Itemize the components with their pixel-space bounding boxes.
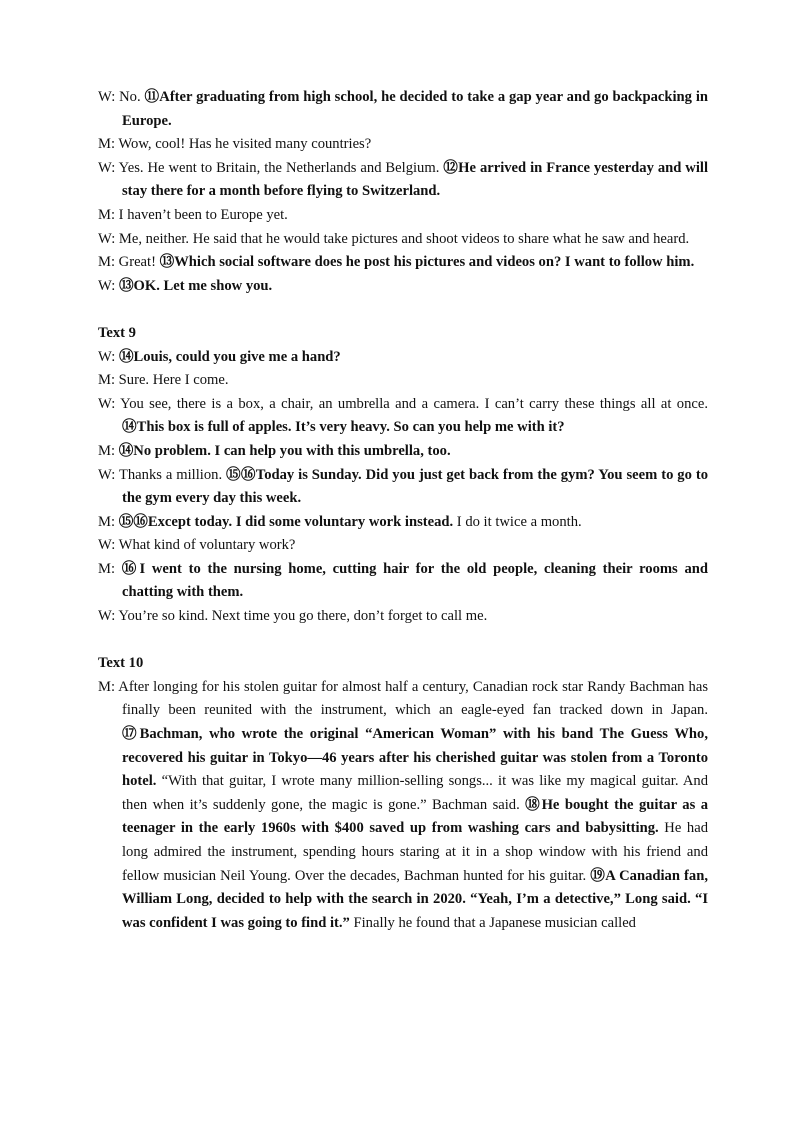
highlighted-text: ⑱He bought the guitar as a teenager in the early 1960s with $400 saved up from washing cars and babysitting. — [122, 796, 708, 837]
text-segment: M: Sure. Here I come. — [98, 372, 229, 389]
text-segment: W: — [98, 348, 119, 365]
highlighted-text: ⑪After graduating from high school, he decided to take a gap year and go backpacking in Europe. — [122, 89, 708, 129]
highlighted-text: ⑬Which social software does he post his pictures and videos on? I want to follow him. — [159, 254, 695, 271]
dialogue-line — [98, 534, 708, 558]
text-segment: W: Yes. He went to Britain, the Netherlands and Belgium. — [98, 159, 444, 176]
text-segment: W: You see, there is a box, a chair, an umbrella and a camera. I can’t carry these things all at once. — [98, 395, 708, 412]
dialogue-line — [98, 133, 708, 157]
text-segment: M: After longing for his stolen guitar for almost half a century, Canadian rock star Randy Bachman has finally been reunited with the instrument, which an eagle-eyed fan tracked down in Japan. — [98, 678, 708, 719]
highlighted-text: ⑮⑯Today is Sunday. Did you just get back from the gym? You seem to go to the gym every day this week. — [122, 466, 708, 507]
highlighted-text: ⑭This box is full of apples. It’s very heavy. So can you help me with it? — [122, 419, 565, 436]
dialogue-line — [98, 511, 708, 535]
dialogue-line — [98, 440, 708, 464]
dialogue-line — [98, 676, 708, 936]
section-spacer — [98, 298, 708, 322]
section-heading: Text 10 — [98, 655, 144, 672]
section-heading: Text 9 — [98, 324, 136, 341]
dialogue-line — [98, 558, 708, 605]
dialogue-line — [98, 393, 708, 440]
dialogue-line — [98, 228, 708, 252]
highlighted-text: ⑯I went to the nursing home, cutting hair for the old people, cleaning their rooms and chatting with them. — [121, 560, 708, 601]
text-segment: W: You’re so kind. Next time you go there, don’t forget to call me. — [98, 608, 488, 625]
dialogue-line — [98, 157, 708, 204]
dialogue-line — [98, 464, 708, 511]
text-segment: “With that guitar, I wrote many million-selling songs... it was like my magical guitar. And then when it’s suddenly gone, the magic is gone.” Bachman said. — [122, 773, 708, 813]
text-segment: M: — [98, 442, 119, 459]
dialogue-line — [98, 204, 708, 228]
highlighted-text: ⑫He arrived in France yesterday and will stay there for a month before flying to Switzerland. — [122, 159, 709, 200]
dialogue-line — [98, 369, 708, 393]
text-segment: M: I haven’t been to Europe yet. — [98, 206, 288, 223]
text-segment: W: No. — [98, 89, 145, 105]
dialogue-line — [98, 605, 708, 629]
text-segment: M: — [98, 560, 122, 577]
text-segment: He had long admired the instrument, spending hours staring at it in a shop window with his friend and fellow musician Neil Young. Over the decades, Bachman hunted for his guitar. — [122, 820, 708, 884]
highlighted-text: ⑮⑯Except today. I did some voluntary work instead. — [118, 513, 454, 530]
dialogue-line — [98, 275, 708, 299]
document-page — [98, 86, 708, 935]
section-spacer — [98, 629, 708, 653]
dialogue-line — [98, 346, 708, 370]
highlighted-text: ⑭No problem. I can help you with this umbrella, too. — [118, 442, 451, 459]
highlighted-text: ⑰Bachman, who wrote the original “American Woman” with his band The Guess Who, recovered his guitar in Tokyo—46 years after his cherished guitar was stolen from a Toronto hotel. — [122, 726, 708, 790]
dialogue-line — [98, 86, 708, 133]
text-segment: W: — [98, 277, 119, 294]
text-segment: M: — [98, 513, 119, 530]
text-segment: W: Thanks a million. — [98, 466, 227, 483]
text-segment: Finally he found that a Japanese musician called — [349, 914, 636, 931]
highlighted-text: ⑬OK. Let me show you. — [118, 277, 273, 294]
dialogue-line — [98, 251, 708, 275]
text-segment: I do it twice a month. — [453, 513, 582, 530]
highlighted-text: ⑭Louis, could you give me a hand? — [118, 348, 341, 365]
text-segment: M: Great! — [98, 254, 160, 271]
highlighted-text: ⑲A Canadian fan, William Long, decided to help with the search in 2020. “Yeah, I’m a detective,” Long said. “I was confident I was going to find it.” — [122, 867, 708, 931]
text-segment: W: What kind of voluntary work? — [98, 537, 296, 554]
text-segment: M: Wow, cool! Has he visited many countries? — [98, 136, 372, 153]
text-segment: W: Me, neither. He said that he would take pictures and shoot videos to share what he saw and heard. — [98, 230, 690, 247]
